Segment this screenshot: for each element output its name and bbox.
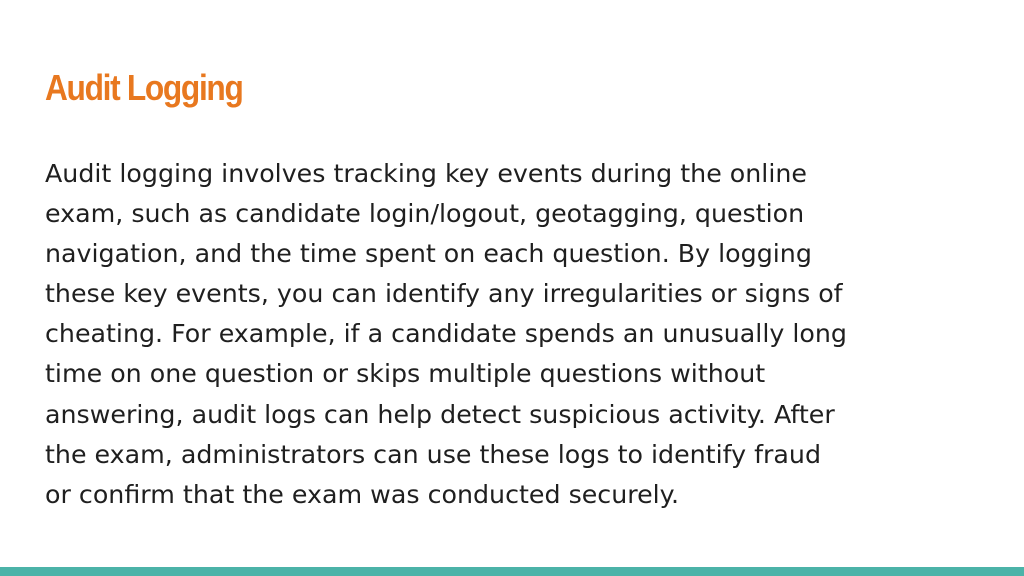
slide-body [45, 154, 985, 515]
body-line: cheating. For example, if a candidate spends an unusually long [45, 319, 847, 349]
body-line: Audit logging involves tracking key events during the online [45, 159, 807, 188]
body-line: answering, audit logs can help detect suspicious activity. After [45, 399, 835, 429]
slide-title: Audit Logging [45, 67, 243, 108]
body-line: or confirm that the exam was conducted securely. [45, 479, 680, 509]
body-line: exam, such as candidate login/logout, geotagging, question [45, 199, 805, 229]
body-line: time on one question or skips multiple questions without [45, 359, 766, 389]
body-line: the exam, administrators can use these logs to identify fraud [45, 439, 822, 469]
accent-bar [0, 567, 1024, 576]
body-line: these key events, you can identify any irregularities or signs of [45, 279, 843, 309]
body-line: navigation, and the time spent on each question. By logging [45, 239, 812, 269]
